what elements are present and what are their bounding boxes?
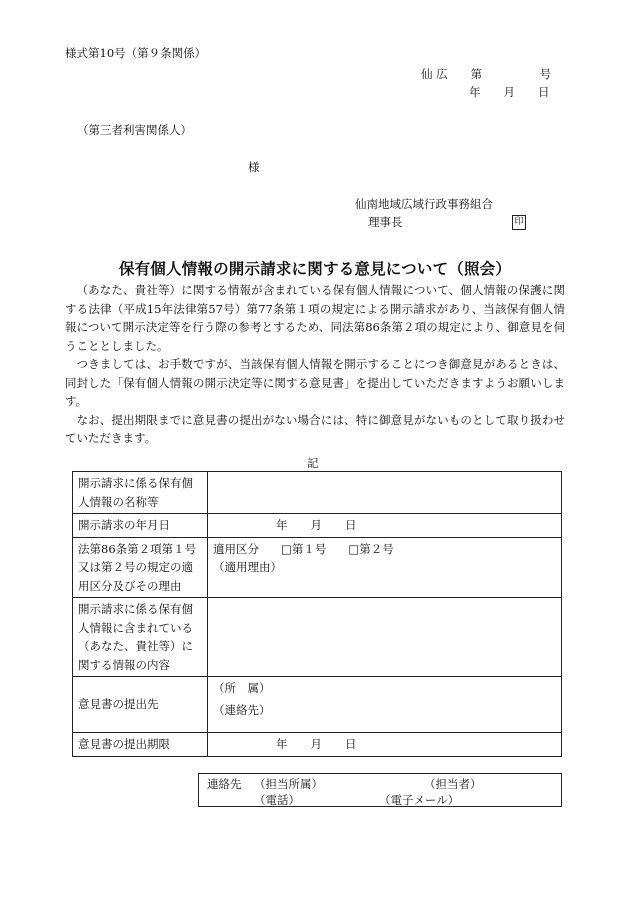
option-1-label: 第１号 <box>291 541 327 556</box>
row-label-information-name: 開示請求に係る保有個人情報の名称等 <box>73 472 208 514</box>
table-row <box>73 677 562 733</box>
sender-title: 理事長 <box>368 215 403 229</box>
checkbox-item-2[interactable]: □ <box>348 541 360 556</box>
paragraph-1: （あなた、貴社等）に関する情報が含まれている保有個人情報について、個人情報の保護に関する法律（平成15年法律第57号）第77条第１項の規定による開示請求があり、当該保有個人情報について開示決定等を行う際の参考とするため、同法第86条第２項の規定により、御意見を伺うこととしました。 <box>65 283 565 353</box>
department-label: （所 属） <box>213 681 271 695</box>
addressee-label: （第三者利害関係人） <box>77 123 192 137</box>
checkbox-item-1[interactable]: □ <box>281 541 292 556</box>
seal-icon: 印 <box>512 215 526 230</box>
seal-mark <box>512 214 526 230</box>
contact-email: （電子メール） <box>379 793 460 807</box>
contact-box <box>198 773 562 807</box>
paragraph-2: つきましては、お手数ですが、当該保有個人情報を開示することにつき御意見があるときは、同封した「保有個人情報の開示決定等に関する意見書」を提出していただきますようお願いします。 <box>65 357 565 408</box>
table-row <box>73 598 562 677</box>
contact-department: （担当所属） <box>254 777 323 791</box>
row-value-information-content[interactable] <box>208 598 562 677</box>
document-number: 仙 広 第 号 <box>421 67 552 81</box>
ki-heading: 記 <box>307 456 319 470</box>
row-value-applicable-category <box>208 537 562 598</box>
addressee-honorific: 様 <box>248 160 260 174</box>
row-label-request-date: 開示請求の年月日 <box>73 514 208 538</box>
category-label: 適用区分 <box>213 541 259 556</box>
contact-person: （担当者） <box>424 777 482 791</box>
row-value-submission-deadline[interactable]: 年 月 日 <box>208 733 562 757</box>
row-label-submission-deadline: 意見書の提出期限 <box>73 733 208 757</box>
table-row <box>73 537 562 598</box>
row-value-request-date[interactable]: 年 月 日 <box>208 514 562 538</box>
contact-label: （連絡先） <box>213 702 271 717</box>
contact-label: 連絡先 <box>207 777 242 791</box>
table-row <box>73 472 562 514</box>
body-text <box>65 281 565 448</box>
row-label-submission-destination: 意見書の提出先 <box>73 677 208 733</box>
reason-label: （適用理由） <box>213 560 282 574</box>
table-row <box>73 514 562 538</box>
table-row <box>73 733 562 757</box>
row-label-applicable-category: 法第86条第２項第１号又は第２号の規定の適用区分及びその理由 <box>73 537 208 598</box>
row-value-information-name[interactable] <box>208 472 562 514</box>
option-2-label: 第２号 <box>359 541 394 556</box>
contact-phone: （電話） <box>254 793 300 807</box>
document-title: 保有個人情報の開示請求に関する意見について（照会） <box>118 260 512 278</box>
sender-org: 仙南地域広域行政事務組合 <box>355 197 493 211</box>
form-number: 様式第10号（第９条関係） <box>65 46 207 60</box>
row-label-information-content: 開示請求に係る保有個人情報に含まれている（あなた、貴社等）に関する情報の内容 <box>73 598 208 677</box>
document-date: 年 月 日 <box>469 85 550 99</box>
paragraph-3: なお、提出期限までに意見書の提出がない場合には、特に御意見がないものとして取り扱わせていただきます。 <box>65 412 565 445</box>
info-table <box>72 471 562 757</box>
row-value-submission-destination[interactable] <box>208 677 562 733</box>
